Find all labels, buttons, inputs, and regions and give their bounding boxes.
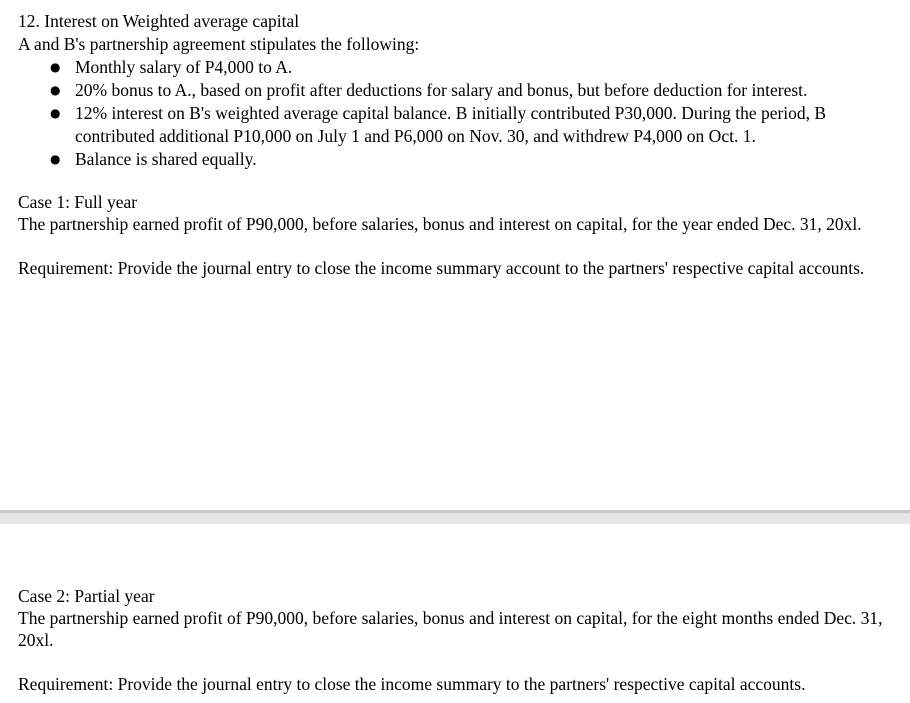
case2-requirement: Requirement: Provide the journal entry to close the income summary to the partners' respective capital accounts.	[18, 674, 806, 694]
problem-section	[18, 10, 902, 279]
stipulations-list	[18, 56, 902, 171]
bullet-icon: ●	[50, 83, 61, 97]
bullet-icon: ●	[50, 106, 61, 120]
case2-description: The partnership earned profit of P90,000, before salaries, bonus and interest on capital, for the eight months ended Dec. 31, 20xl.	[18, 608, 883, 650]
problem-title: 12. Interest on Weighted average capital	[18, 11, 300, 31]
case1-heading: Case 1: Full year	[18, 192, 138, 212]
bullet-text: Monthly salary of P4,000 to A.	[75, 57, 293, 77]
case2-heading: Case 2: Partial year	[18, 586, 155, 606]
bullet-icon: ●	[50, 152, 61, 166]
case1-description: The partnership earned profit of P90,000, before salaries, bonus and interest on capital, for the year ended Dec. 31, 20xl.	[18, 214, 862, 234]
list-item	[18, 56, 895, 79]
list-item	[18, 102, 895, 148]
bullet-icon: ●	[50, 60, 61, 74]
bullet-text: 20% bonus to A., based on profit after deductions for salary and bonus, but before deduction for interest.	[75, 80, 808, 100]
bullet-text: 12% interest on B's weighted average capital balance. B initially contributed P30,000. During the period, B contributed additional P10,000 on July 1 and P6,000 on Nov. 30, and withdrew P4,000 on Oct. 1.	[75, 103, 827, 146]
list-item	[18, 79, 895, 102]
list-item	[18, 148, 895, 171]
bullet-text: Balance is shared equally.	[75, 149, 257, 169]
section-divider	[0, 510, 910, 524]
case2-section	[18, 585, 902, 695]
problem-intro: A and B's partnership agreement stipulates the following:	[18, 34, 420, 54]
case1-requirement: Requirement: Provide the journal entry to close the income summary account to the partners' respective capital accounts.	[18, 258, 865, 278]
